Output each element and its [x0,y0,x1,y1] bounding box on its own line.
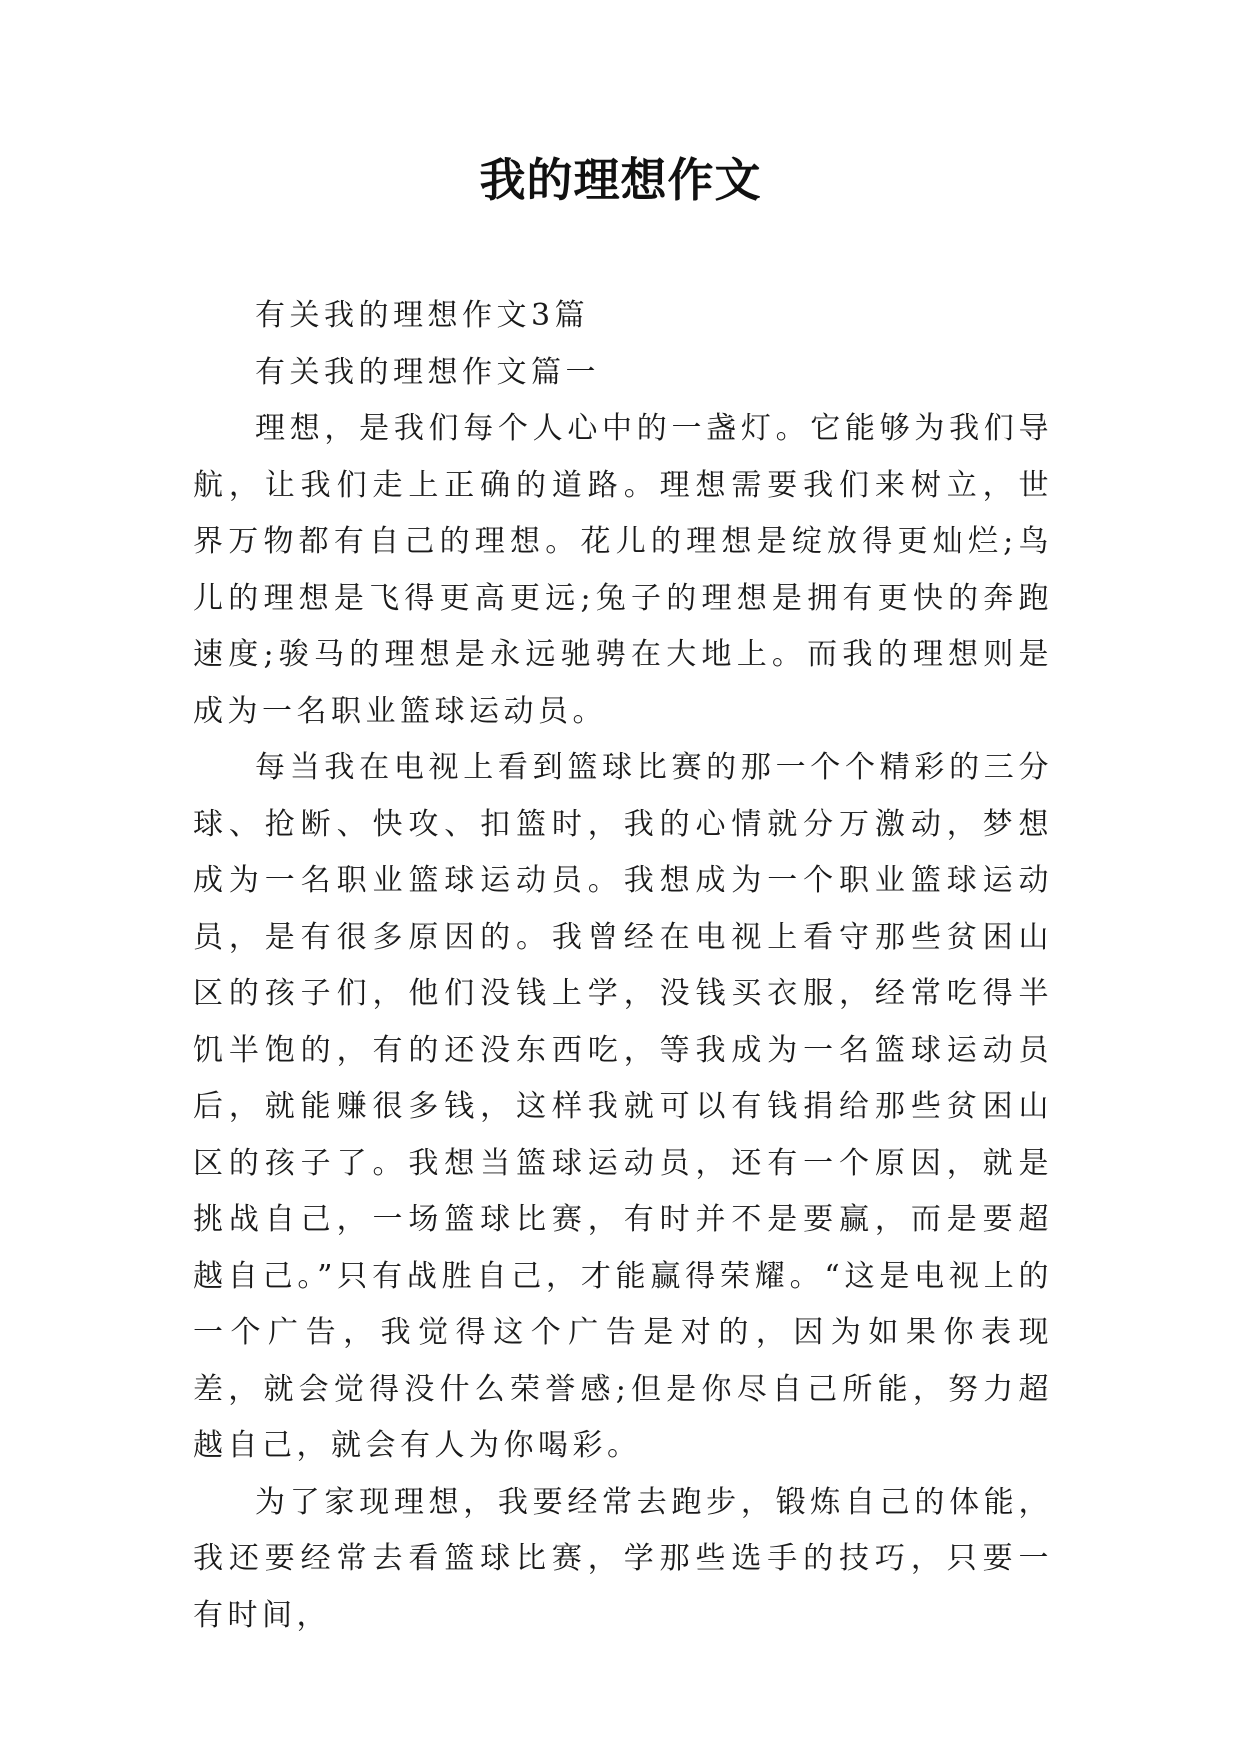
paragraph: 每当我在电视上看到篮球比赛的那一个个精彩的三分球、抢断、快攻、扣篮时，我的心情就分万激动，梦想成为一名职业篮球运动员。我想成为一个职业篮球运动员，是有很多原因的。我曾经在电视上看守那些贫困山区的孩子们，他们没钱上学，没钱买衣服，经常吃得半饥半饱的，有的还没东西吃，等我成为一名篮球运动员后，就能赚很多钱，这样我就可以有钱捐给那些贫困山区的孩子了。我想当篮球运动员，还有一个原因，就是挑战自己，一场篮球比赛，有时并不是要赢，而是要超越自己。”只有战胜自己，才能赢得荣耀。“这是电视上的一个广告，我觉得这个广告是对的，因为如果你表现差，就会觉得没什么荣誉感;但是你尽自己所能，努力超越自己，就会有人为你喝彩。 [193,750,1053,1463]
section-heading: 有关我的理想作文篇一 [255,354,600,390]
paragraph: 理想，是我们每个人心中的一盏灯。它能够为我们导航，让我们走上正确的道路。理想需要我们来树立，世界万物都有自己的理想。花儿的理想是绽放得更灿烂;鸟儿的理想是飞得更高更远;兔子的理想是拥有更快的奔跑速度;骏马的理想是永远驰骋在大地上。而我的理想则是成为一名职业篮球运动员。 [193,411,1053,729]
paragraph: 为了家现理想，我要经常去跑步，锻炼自己的体能，我还要经常去看篮球比赛，学那些选手的技巧，只要一有时间， [193,1484,1053,1633]
document-body [193,288,1053,1644]
subtitle-line: 有关我的理想作文3篇 [255,298,590,333]
document-title: 我的理想作文 [479,153,762,207]
